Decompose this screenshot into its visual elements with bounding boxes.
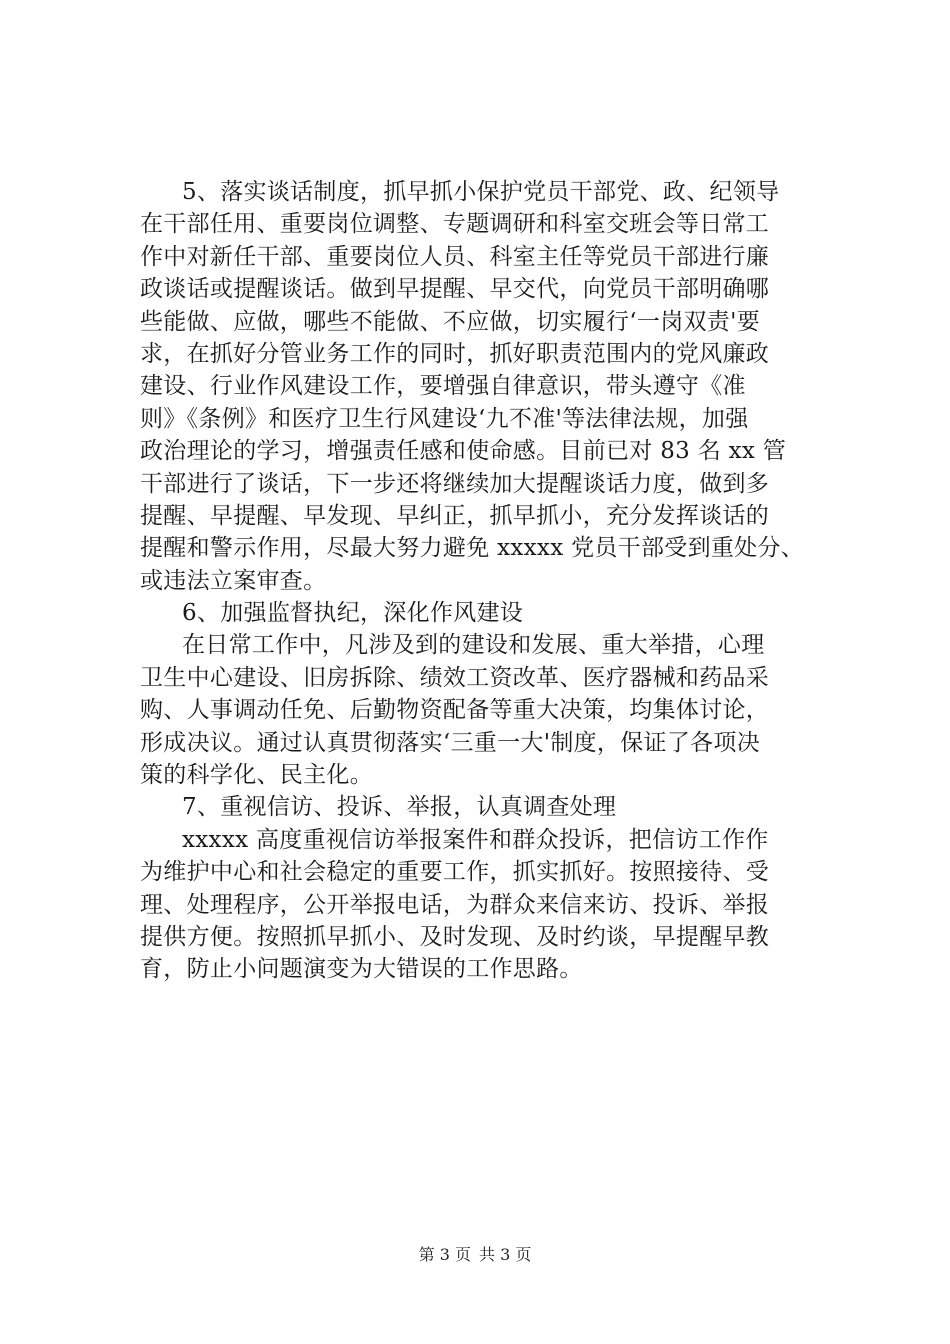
text-line: 些能做、应做，哪些不能做、不应做，切实履行‘一岗双责'要 [140, 308, 761, 335]
document-body [140, 176, 860, 986]
text-line: 理、处理程序，公开举报电话，为群众来信来访、投诉、举报 [140, 891, 770, 918]
text-line: 提醒、早提醒、早发现、早纠正，抓早抓小，充分发挥谈话的 [140, 502, 770, 529]
text-line: 在干部任用、重要岗位调整、专题调研和科室交班会等日常工 [140, 211, 770, 238]
text-line: 政治理论的学习，增强责任感和使命感。目前已对 83 名 xx 管 [140, 438, 787, 465]
text-line: 干部进行了谈话，下一步还将继续加大提醒谈话力度，做到多 [140, 470, 770, 497]
text-line: 提供方便。按照抓早抓小、及时发现、及时约谈，早提醒早教 [140, 923, 770, 950]
text-line: 在日常工作中，凡涉及到的建设和发展、重大举措，心理 [182, 632, 765, 659]
text-line: 则》《条例》和医疗卫生行风建设‘九不准'等法律法规，加强 [140, 405, 749, 432]
text-line: 或违法立案审查。 [140, 567, 327, 594]
text-line: 提醒和警示作用，尽最大努力避免 xxxxx 党员干部受到重处分、 [140, 535, 805, 562]
section-heading: 6、加强监督执纪，深化作风建设 [182, 600, 524, 627]
page-number: 第 3 页 [418, 1245, 471, 1264]
text-line: 育，防止小问题演变为大错误的工作思路。 [140, 956, 583, 983]
text-line: 卫生中心建设、旧房拆除、绩效工资改革、医疗器械和药品采 [140, 664, 770, 691]
text-line: 作中对新任干部、重要岗位人员、科室主任等党员干部进行廉 [140, 243, 770, 270]
section-heading: 7、重视信访、投诉、举报，认真调查处理 [182, 794, 617, 821]
text-line: 政谈话或提醒谈话。做到早提醒、早交代，向党员干部明确哪 [140, 276, 770, 303]
text-line: 为维护中心和社会稳定的重要工作，抓实抓好。按照接待、受 [140, 859, 770, 886]
text-line: 5、落实谈话制度，抓早抓小保护党员干部党、政、纪领导 [182, 179, 780, 205]
text-line: 形成决议。通过认真贯彻落实‘三重一大'制度，保证了各项决 [140, 729, 761, 756]
text-line: 购、人事调动任免、后勤物资配备等重大决策，均集体讨论， [140, 697, 770, 724]
text-line: 求，在抓好分管业务工作的同时，抓好职责范围内的党风廉政 [140, 340, 770, 367]
text-line: 策的科学化、民主化。 [140, 762, 373, 789]
text-line: xxxxx 高度重视信访举报案件和群众投诉，把信访工作作 [182, 826, 769, 853]
page-footer [0, 1242, 950, 1265]
text-line: 建设、行业作风建设工作，要增强自律意识，带头遵守《准 [140, 373, 746, 400]
page-total: 共 3 页 [479, 1245, 532, 1264]
